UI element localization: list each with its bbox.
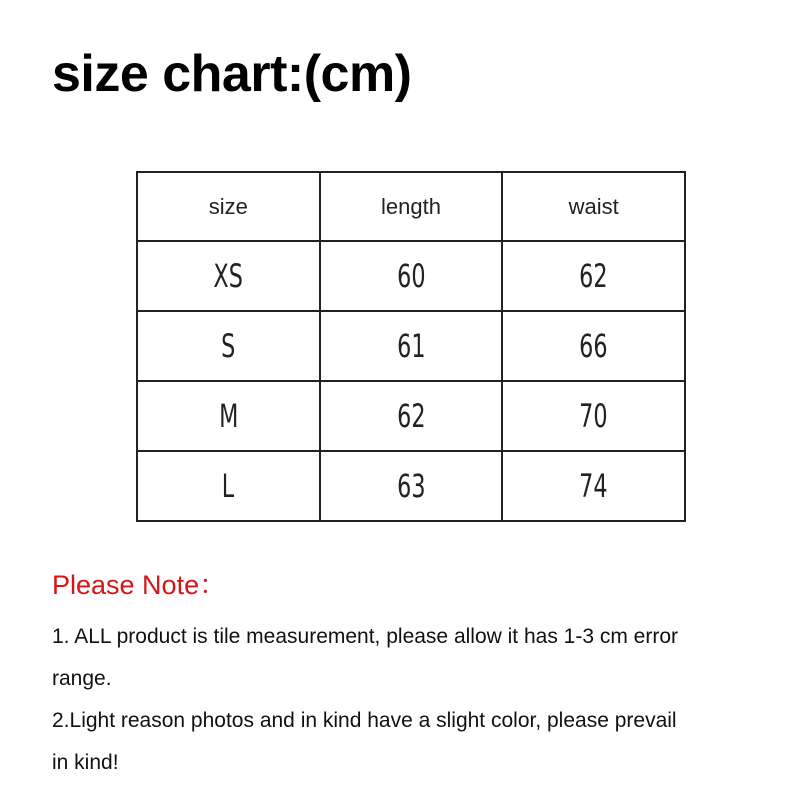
cell-size-text: XS [213,257,244,295]
cell-waist [519,311,669,381]
note-heading: Please Note： [52,570,227,600]
cell-waist [519,381,669,451]
cell-size-text: S [221,327,236,365]
cell-size [153,451,303,521]
cell-waist-text: 62 [579,257,608,295]
cell-length [336,451,486,521]
cell-length-text: 60 [396,257,426,295]
column-header-waist: waist [502,172,685,241]
table-header-row [137,172,685,241]
table-row [137,451,685,521]
cell-length [336,241,486,311]
note-line: 1. ALL product is tile measurement, please allow it has 1-3 cm error [52,625,679,648]
page-title: size chart:(cm) [52,45,412,103]
column-header-length: length [320,172,503,241]
cell-size-text: M [218,397,238,435]
cell-length [336,381,486,451]
cell-length-text: 62 [396,397,426,435]
note-body [52,616,782,784]
cell-waist [519,241,669,311]
note-line: in kind! [52,751,119,774]
cell-waist [519,451,669,521]
cell-length-text: 63 [396,467,426,505]
cell-size-text: L [222,467,235,505]
column-header-size: size [137,172,320,241]
size-chart-table [136,171,686,522]
cell-length-text: 61 [396,327,426,365]
cell-waist-text: 74 [579,467,608,505]
cell-waist-text: 66 [579,327,608,365]
cell-waist-text: 70 [579,397,608,435]
cell-length [336,311,486,381]
cell-size [153,241,303,311]
table-row [137,311,685,381]
table-row [137,241,685,311]
note-line: 2.Light reason photos and in kind have a slight color, please prevail [52,709,677,732]
cell-size [153,311,303,381]
cell-size [153,381,303,451]
table-row [137,381,685,451]
note-line: range. [52,667,112,690]
